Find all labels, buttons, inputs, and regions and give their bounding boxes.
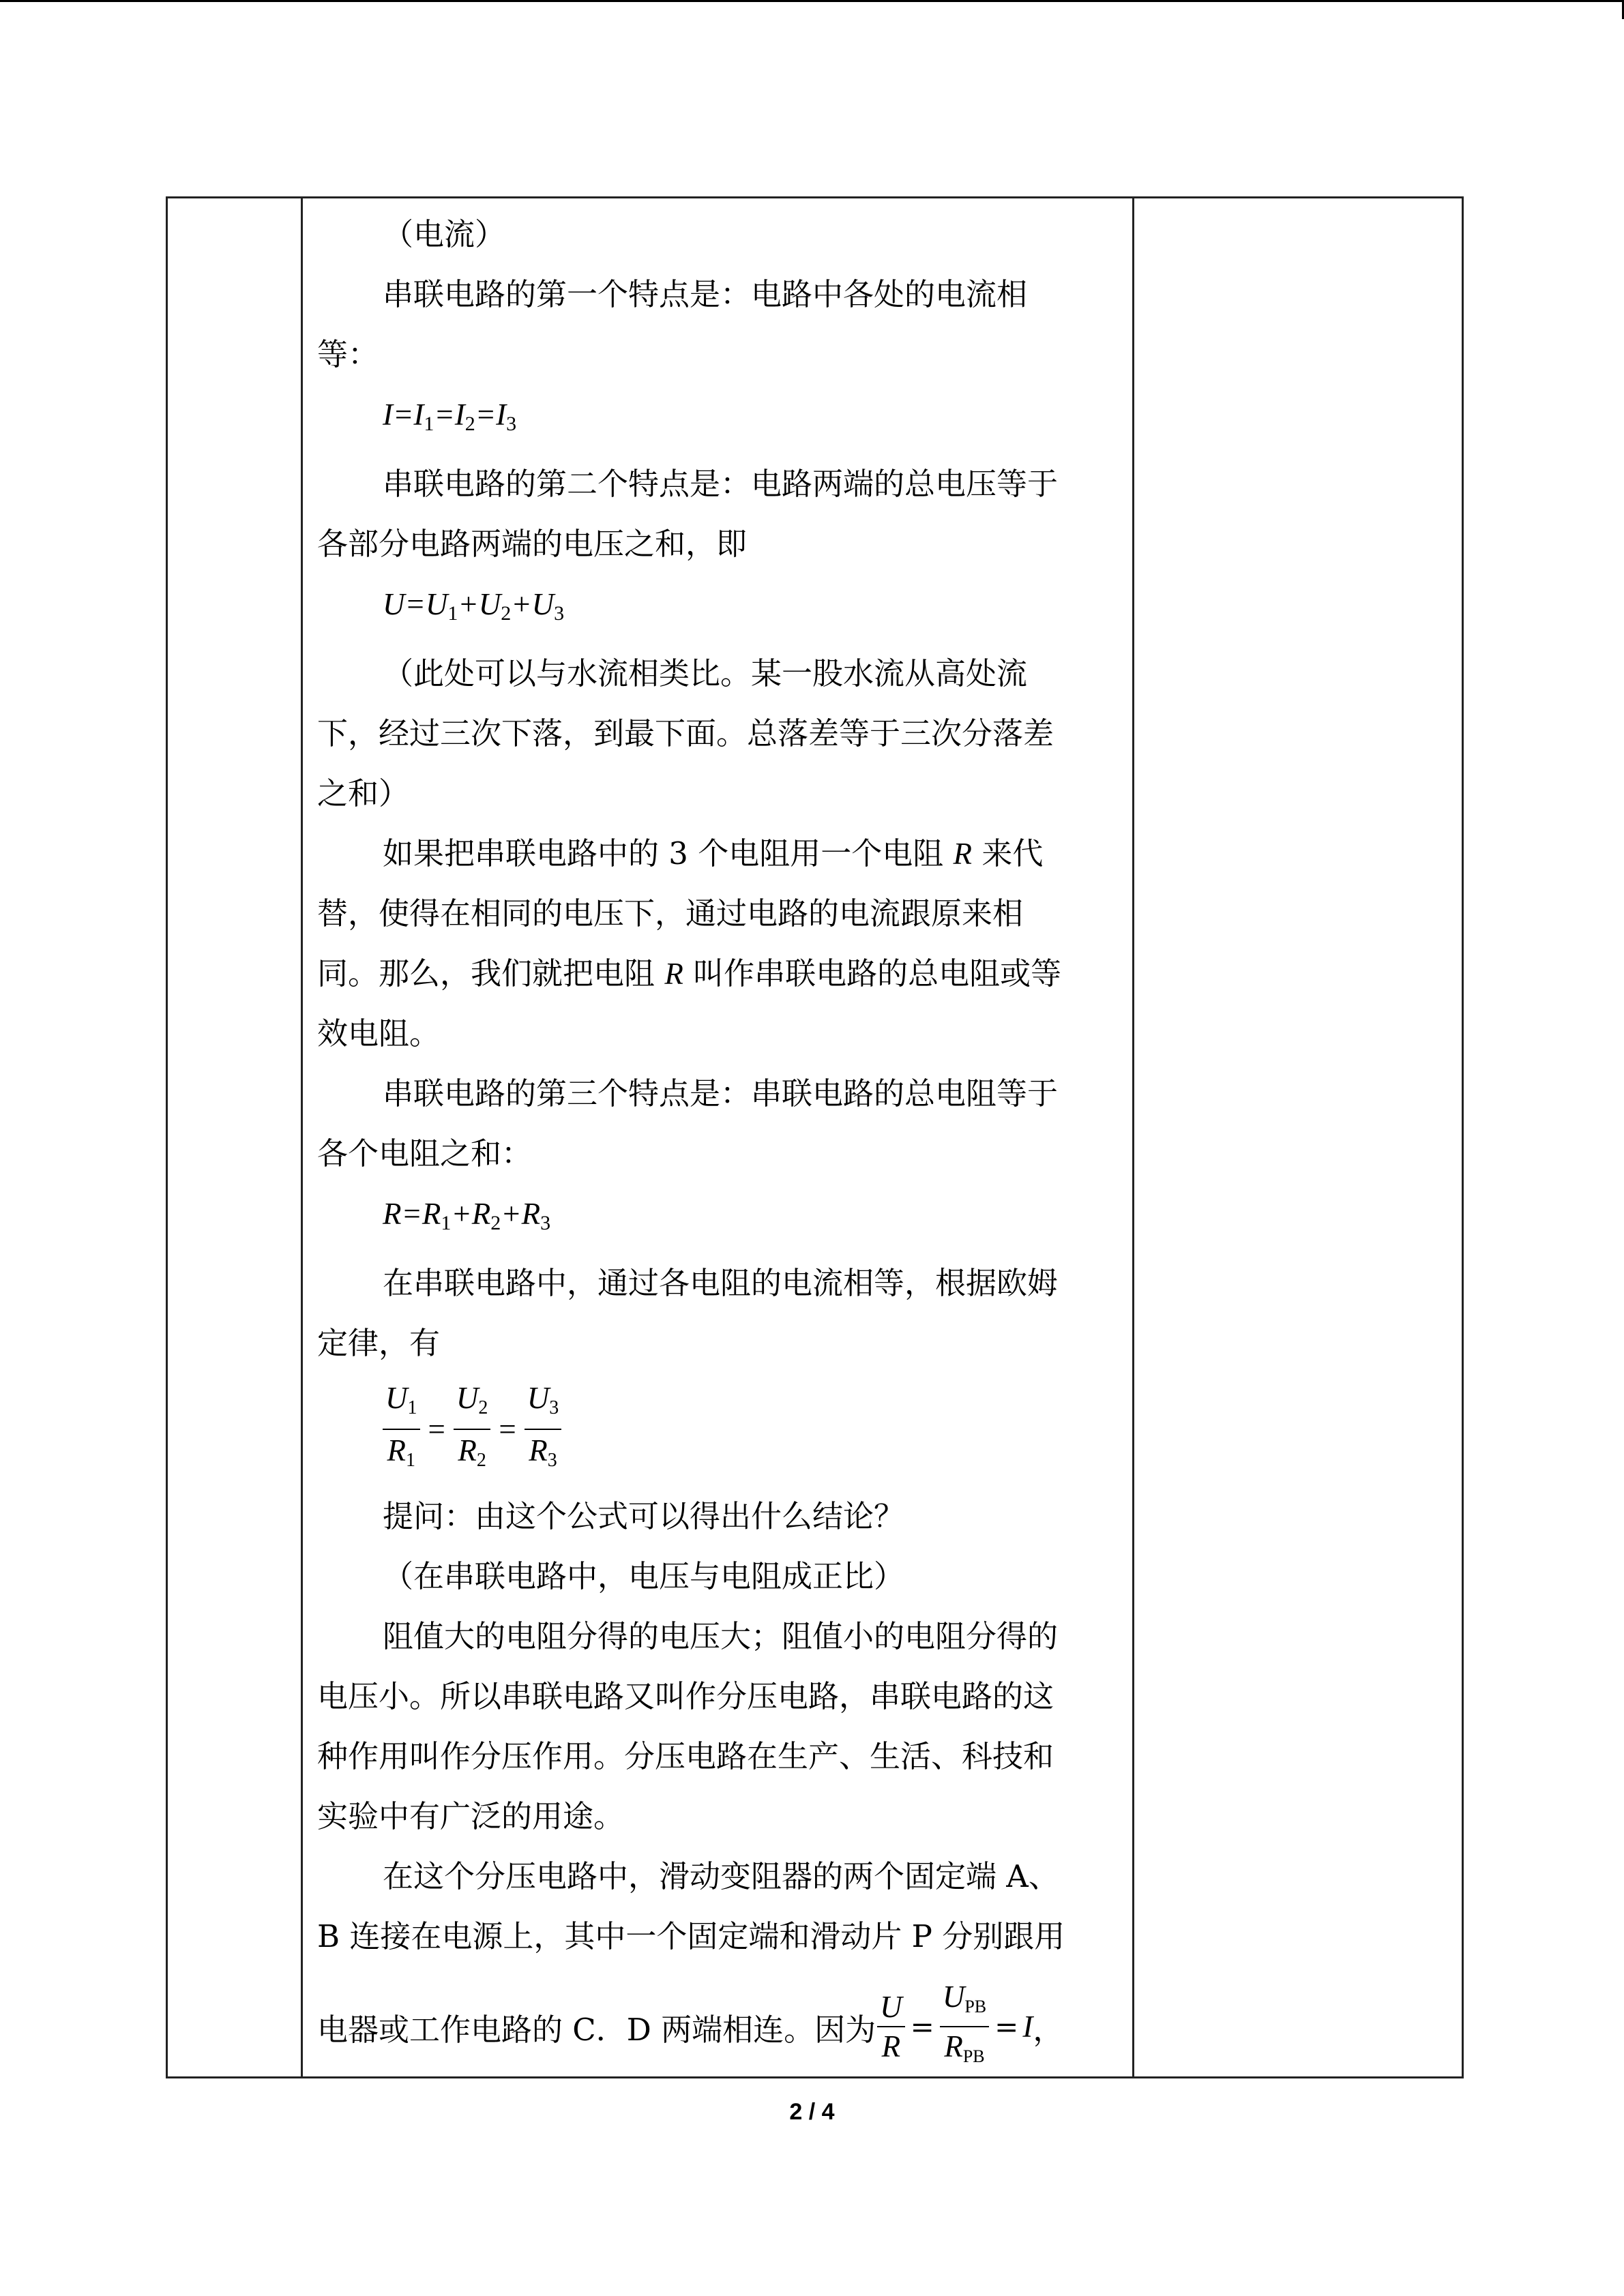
paragraph-current: （电流） [383, 216, 506, 252]
paragraph-equivalent-line1: 如果把串联电路中的 3 个电阻用一个电阻 R 来代 [383, 835, 1044, 871]
paragraph-equivalent-line4: 效电阻。 [317, 1015, 441, 1052]
page-top-border [0, 0, 1624, 2]
fraction-u2-r2: $\frac{U_2}{R_2}$ [454, 1377, 491, 1481]
paragraph-question: 提问：由这个公式可以得出什么结论？ [383, 1498, 905, 1534]
paragraph-water-analogy-line3: 之和） [317, 775, 410, 811]
fraction-upb-rpb: $\frac{U_{PB}}{R_{PB}}$ [940, 1978, 989, 2076]
paragraph-first-feature-line1: 串联电路的第一个特点是：电路中各处的电流相 [383, 276, 1028, 312]
paragraph-ohm-law-line1: 在串联电路中，通过各电阻的电流相等，根据欧姆 [383, 1265, 1059, 1301]
paragraph-third-feature-line2: 各个电阻之和： [317, 1135, 533, 1172]
fraction-u-r: $\frac{U}{R}$ [877, 1988, 905, 2066]
page-number: 2 / 4 [789, 2099, 835, 2125]
lesson-content-cell [317, 205, 1122, 2087]
paragraph-voltage-divider-line3: 种作用叫作分压作用。分压电路在生产、生活、科技和 [317, 1738, 1054, 1774]
paragraph-voltage-divider-line4: 实验中有广泛的用途。 [317, 1798, 625, 1834]
table-column-divider-1 [301, 196, 303, 2078]
paragraph-circuit-line3: 电器或工作电路的 C．D 两端相连。因为 $\frac{U}{R}$ = $\frac{U_{PB}}{R_{PB}}$ = I ， [317, 1967, 1122, 2087]
paragraph-circuit-line1: 在这个分压电路中，滑动变阻器的两个固定端 A、 [383, 1858, 1059, 1894]
table-column-divider-2 [1132, 196, 1134, 2078]
equation-current: $I=I_1=I_2=I_3$ [383, 398, 517, 435]
paragraph-voltage-divider-line2: 电压小。所以串联电路又叫作分压电路，串联电路的这 [317, 1678, 1054, 1714]
equation-ratio [317, 1377, 1122, 1487]
paragraph-first-feature-line2: 等： [317, 336, 379, 372]
paragraph-second-feature-line2: 各部分电路两端的电压之和，即 [317, 526, 748, 562]
paragraph-equivalent-line2: 替，使得在相同的电压下，通过电路的电流跟原来相 [317, 895, 1024, 931]
equals-sign: = [499, 1412, 516, 1446]
paragraph-water-analogy-line2: 下，经过三次下落，到最下面。总落差等于三次分落差 [317, 715, 1054, 751]
paragraph-voltage-divider-line1: 阻值大的电阻分得的电压大；阻值小的电阻分得的 [383, 1618, 1059, 1654]
paragraph-circuit-line2: B 连接在电源上，其中一个固定端和滑动片 P 分别跟用 [317, 1918, 1065, 1954]
equals-sign: = [994, 2010, 1019, 2044]
current-symbol: I [1022, 2010, 1033, 2044]
paragraph-third-feature-line1: 串联电路的第三个特点是：串联电路的总电阻等于 [383, 1075, 1059, 1112]
paragraph-equivalent-line3: 同。那么，我们就把电阻 R 叫作串联电路的总电阻或等 [317, 955, 1062, 992]
equals-sign: = [428, 1412, 445, 1446]
fraction-u3-r3: $\frac{U_3}{R_3}$ [525, 1377, 562, 1481]
paragraph-ohm-law-line2: 定律，有 [317, 1325, 441, 1361]
fraction-u1-r1: $\frac{U_1}{R_1}$ [383, 1377, 420, 1481]
equation-voltage: $U=U_1+U_2+U_3$ [383, 587, 565, 625]
equation-resistance: $R=R_1+R_2+R_3$ [383, 1197, 551, 1234]
paragraph-answer: （在串联电路中，电压与电阻成正比） [383, 1558, 905, 1594]
paragraph-water-analogy-line1: （此处可以与水流相类比。某一股水流从高处流 [383, 655, 1028, 691]
paragraph-second-feature-line1: 串联电路的第二个特点是：电路两端的总电压等于 [383, 466, 1059, 502]
equals-sign: = [910, 2010, 934, 2044]
